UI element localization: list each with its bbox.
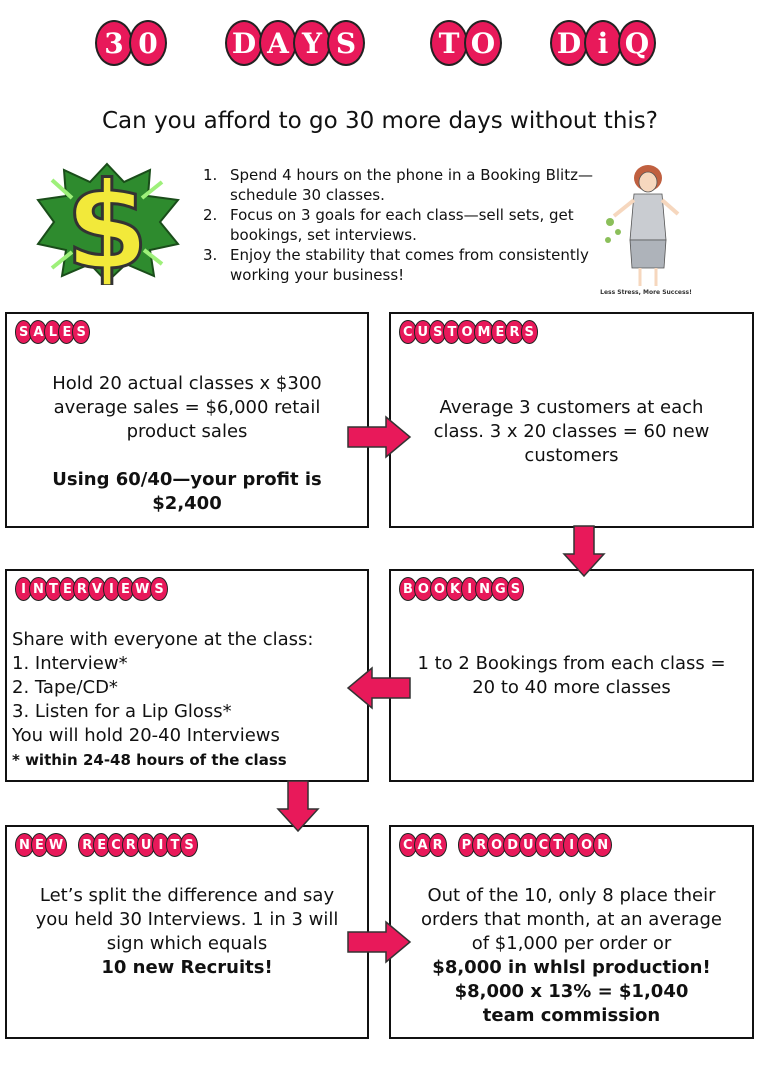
box-title-letter: N	[15, 833, 34, 857]
box-title-letter: O	[577, 833, 596, 857]
svg-text:$: $	[65, 160, 149, 285]
box-title-letter: I	[15, 577, 32, 601]
step-item: 3. Enjoy the stability that comes from consistently working your business!	[203, 246, 589, 284]
box-title-letter: R	[472, 833, 490, 857]
title-letter: 3	[95, 20, 133, 66]
box-title-letter: S	[521, 320, 538, 344]
box-title-letter: E	[491, 320, 508, 344]
arrow-right-icon	[346, 920, 412, 964]
title-letter: D	[225, 20, 263, 66]
bookings-body: 1 to 2 Bookings from each class = 20 to 40 more classes	[417, 653, 726, 698]
arrow-left-icon	[346, 666, 412, 710]
box-title-letter: P	[458, 833, 476, 857]
box-title-letter: O	[430, 577, 449, 601]
box-title-letter: E	[58, 320, 75, 344]
sales-title	[15, 320, 87, 344]
page-title	[95, 20, 675, 72]
box-title-letter: T	[45, 577, 62, 601]
arrow-down-icon	[276, 779, 320, 833]
box-title-letter	[64, 833, 78, 857]
title-word-1	[95, 20, 163, 72]
box-title-letter: A	[29, 320, 47, 344]
box-title-letter: O	[457, 320, 476, 344]
box-title-letter: T	[443, 320, 460, 344]
box-title-letter: D	[503, 833, 522, 857]
recruits-title	[15, 833, 195, 857]
box-title-letter: C	[399, 833, 417, 857]
box-title-letter: N	[593, 833, 612, 857]
box-title-letter: R	[78, 833, 96, 857]
subtitle: Can you afford to go 30 more days without this?	[102, 108, 658, 134]
sales-body: Hold 20 actual classes x $300 average sales = $6,000 retail product sales Using 60/40—your profit is $2,400	[52, 373, 322, 514]
cartoon-woman-icon	[600, 160, 692, 300]
arrow-down-icon	[562, 524, 606, 578]
title-word-2	[225, 20, 361, 72]
recruits-box	[5, 825, 369, 1039]
interviews-body: Share with everyone at the class: 1. Interview* 2. Tape/CD* 3. Listen for a Lip Gloss* You will hold 20-40 Interviews * within 24-48 hours of the class	[12, 629, 314, 769]
box-title-letter: B	[399, 577, 417, 601]
interviews-title	[15, 577, 165, 601]
box-title-letter: W	[131, 577, 153, 601]
box-title-letter: T	[166, 833, 183, 857]
title-word-4	[550, 20, 652, 72]
title-letter: Y	[293, 20, 331, 66]
title-letter: D	[550, 20, 588, 66]
box-title-letter: K	[446, 577, 464, 601]
box-title-letter: S	[507, 577, 524, 601]
box-title-letter: S	[150, 577, 167, 601]
box-title-letter: R	[73, 577, 91, 601]
box-title-letter: C	[535, 833, 553, 857]
arrow-right-icon	[346, 415, 412, 459]
title-letter: A	[259, 20, 297, 66]
steps-list	[203, 165, 593, 285]
box-title-letter: A	[414, 833, 432, 857]
box-title-letter: M	[474, 320, 495, 344]
box-title-letter: U	[519, 833, 538, 857]
box-title-letter: U	[137, 833, 156, 857]
customers-body: Average 3 customers at each class. 3 x 20 classes = 60 new customers	[433, 397, 710, 466]
box-title-letter: S	[15, 320, 32, 344]
box-title-letter: S	[72, 320, 89, 344]
title-letter: S	[327, 20, 365, 66]
box-title-letter: I	[461, 577, 478, 601]
box-title-letter: T	[549, 833, 566, 857]
box-title-letter: W	[45, 833, 67, 857]
title-letter: i	[584, 20, 622, 66]
box-title-letter: N	[475, 577, 494, 601]
car-production-body: Out of the 10, only 8 place their orders that month, at an average of $1,000 per order or $8,000 in whlsl production! $8,000 x 13% = $1,040 team commission	[421, 885, 722, 1026]
step-item: 1. Spend 4 hours on the phone in a Booking Blitz—schedule 30 classes.	[203, 166, 593, 204]
title-letter: O	[464, 20, 502, 66]
interviews-box	[5, 569, 369, 782]
dollar-sign-icon	[32, 160, 182, 285]
box-title-letter: E	[117, 577, 134, 601]
title-letter: Q	[618, 20, 656, 66]
title-letter: T	[430, 20, 468, 66]
customers-box	[389, 312, 754, 528]
box-title-letter: O	[487, 833, 506, 857]
bookings-title	[399, 577, 521, 601]
box-title-letter	[444, 833, 458, 857]
bookings-box	[389, 569, 754, 782]
box-title-letter: R	[122, 833, 140, 857]
box-title-letter: V	[88, 577, 106, 601]
lady-caption: Less Stress, More Success!	[600, 289, 692, 296]
box-title-letter: E	[59, 577, 76, 601]
customers-title	[399, 320, 535, 344]
sales-box	[5, 312, 369, 528]
car-production-title	[399, 833, 609, 857]
title-letter: 0	[129, 20, 167, 66]
box-title-letter: O	[414, 577, 433, 601]
box-title-letter: C	[399, 320, 417, 344]
box-title-letter: R	[429, 833, 447, 857]
box-title-letter: I	[563, 833, 580, 857]
box-title-letter: G	[491, 577, 510, 601]
box-title-letter: S	[180, 833, 197, 857]
box-title-letter: E	[93, 833, 110, 857]
box-title-letter: R	[505, 320, 523, 344]
box-title-letter: C	[107, 833, 125, 857]
title-word-3	[430, 20, 498, 72]
car-production-box	[389, 825, 754, 1039]
box-title-letter: I	[152, 833, 169, 857]
recruits-body: Let’s split the difference and say you held 30 Interviews. 1 in 3 will sign which equals 10 new Recruits!	[35, 885, 339, 978]
box-title-letter: E	[31, 833, 48, 857]
step-item: 2. Focus on 3 goals for each class—sell sets, get bookings, set interviews.	[203, 206, 574, 244]
box-title-letter: S	[429, 320, 446, 344]
box-title-letter: I	[103, 577, 120, 601]
box-title-letter: U	[414, 320, 433, 344]
box-title-letter: L	[44, 320, 61, 344]
box-title-letter: N	[29, 577, 48, 601]
